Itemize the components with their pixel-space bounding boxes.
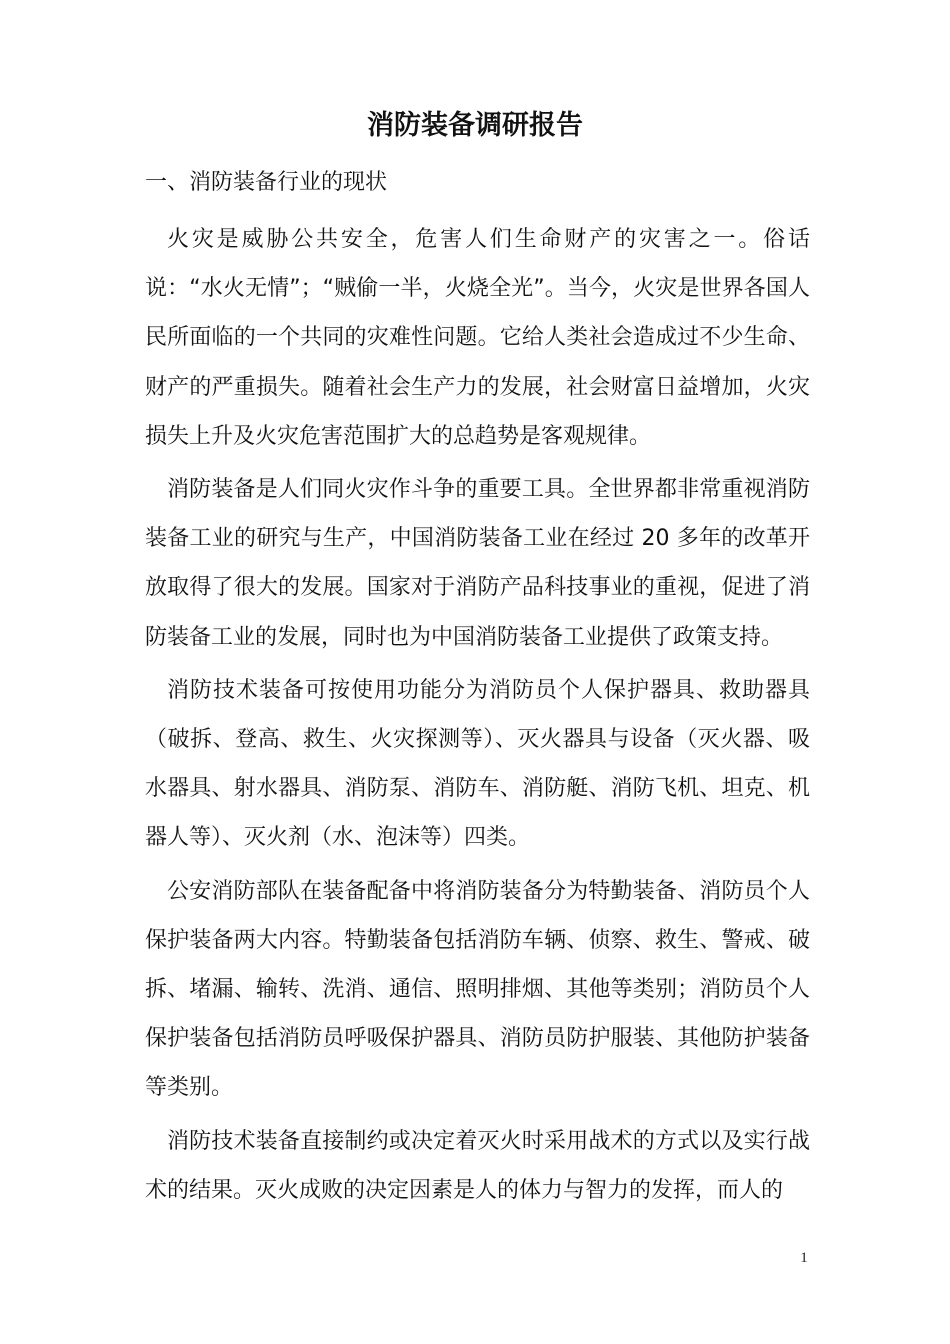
- paragraph: 火灾是威胁公共安全，危害人们生命财产的灾害之一。俗话说：“水火无情”；“贼偷一半，火烧全光”。当今，火灾是世界各国人民所面临的一个共同的灾难性问题。它给人类社会造成过不少生命、财产的严重损失。随着社会生产力的发展，社会财富日益增加，火灾损失上升及火灾危害范围扩大的总趋势是客观规律。: [145, 227, 810, 449]
- body-text: [145, 215, 810, 1219]
- paragraph: 消防技术装备直接制约或决定着灭火时采用战术的方式以及实行战术的结果。灭火成败的决定因素是人的体力与智力的发挥，而人的: [145, 1128, 810, 1203]
- page-title: 消防装备调研报告: [367, 110, 583, 141]
- paragraph: 公安消防部队在装备配备中将消防装备分为特勤装备、消防员个人保护装备两大内容。特勤装备包括消防车辆、侦察、救生、警戒、破拆、堵漏、输转、洗消、通信、照明排烟、其他等类别；消防员个人保护装备包括消防员呼吸保护器具、消防员防护服装、其他防护装备等类别。: [145, 878, 810, 1101]
- paragraph: 消防装备是人们同火灾作斗争的重要工具。全世界都非常重视消防装备工业的研究与生产，中国消防装备工业在经过 20 多年的改革开放取得了很大的发展。国家对于消防产品科技事业的重视，促进了消防装备工业的发展，同时也为中国消防装备工业提供了政策支持。: [145, 477, 810, 650]
- section-heading: 一、消防装备行业的现状: [145, 170, 388, 195]
- paragraph: 消防技术装备可按使用功能分为消防员个人保护器具、救助器具（破拆、登高、救生、火灾探测等）、灭火器具与设备（灭火器、吸水器具、射水器具、消防泵、消防车、消防艇、消防飞机、坦克、机器人等）、灭火剂（水、泡沫等）四类。: [145, 677, 810, 851]
- page-number: 1: [800, 1250, 808, 1266]
